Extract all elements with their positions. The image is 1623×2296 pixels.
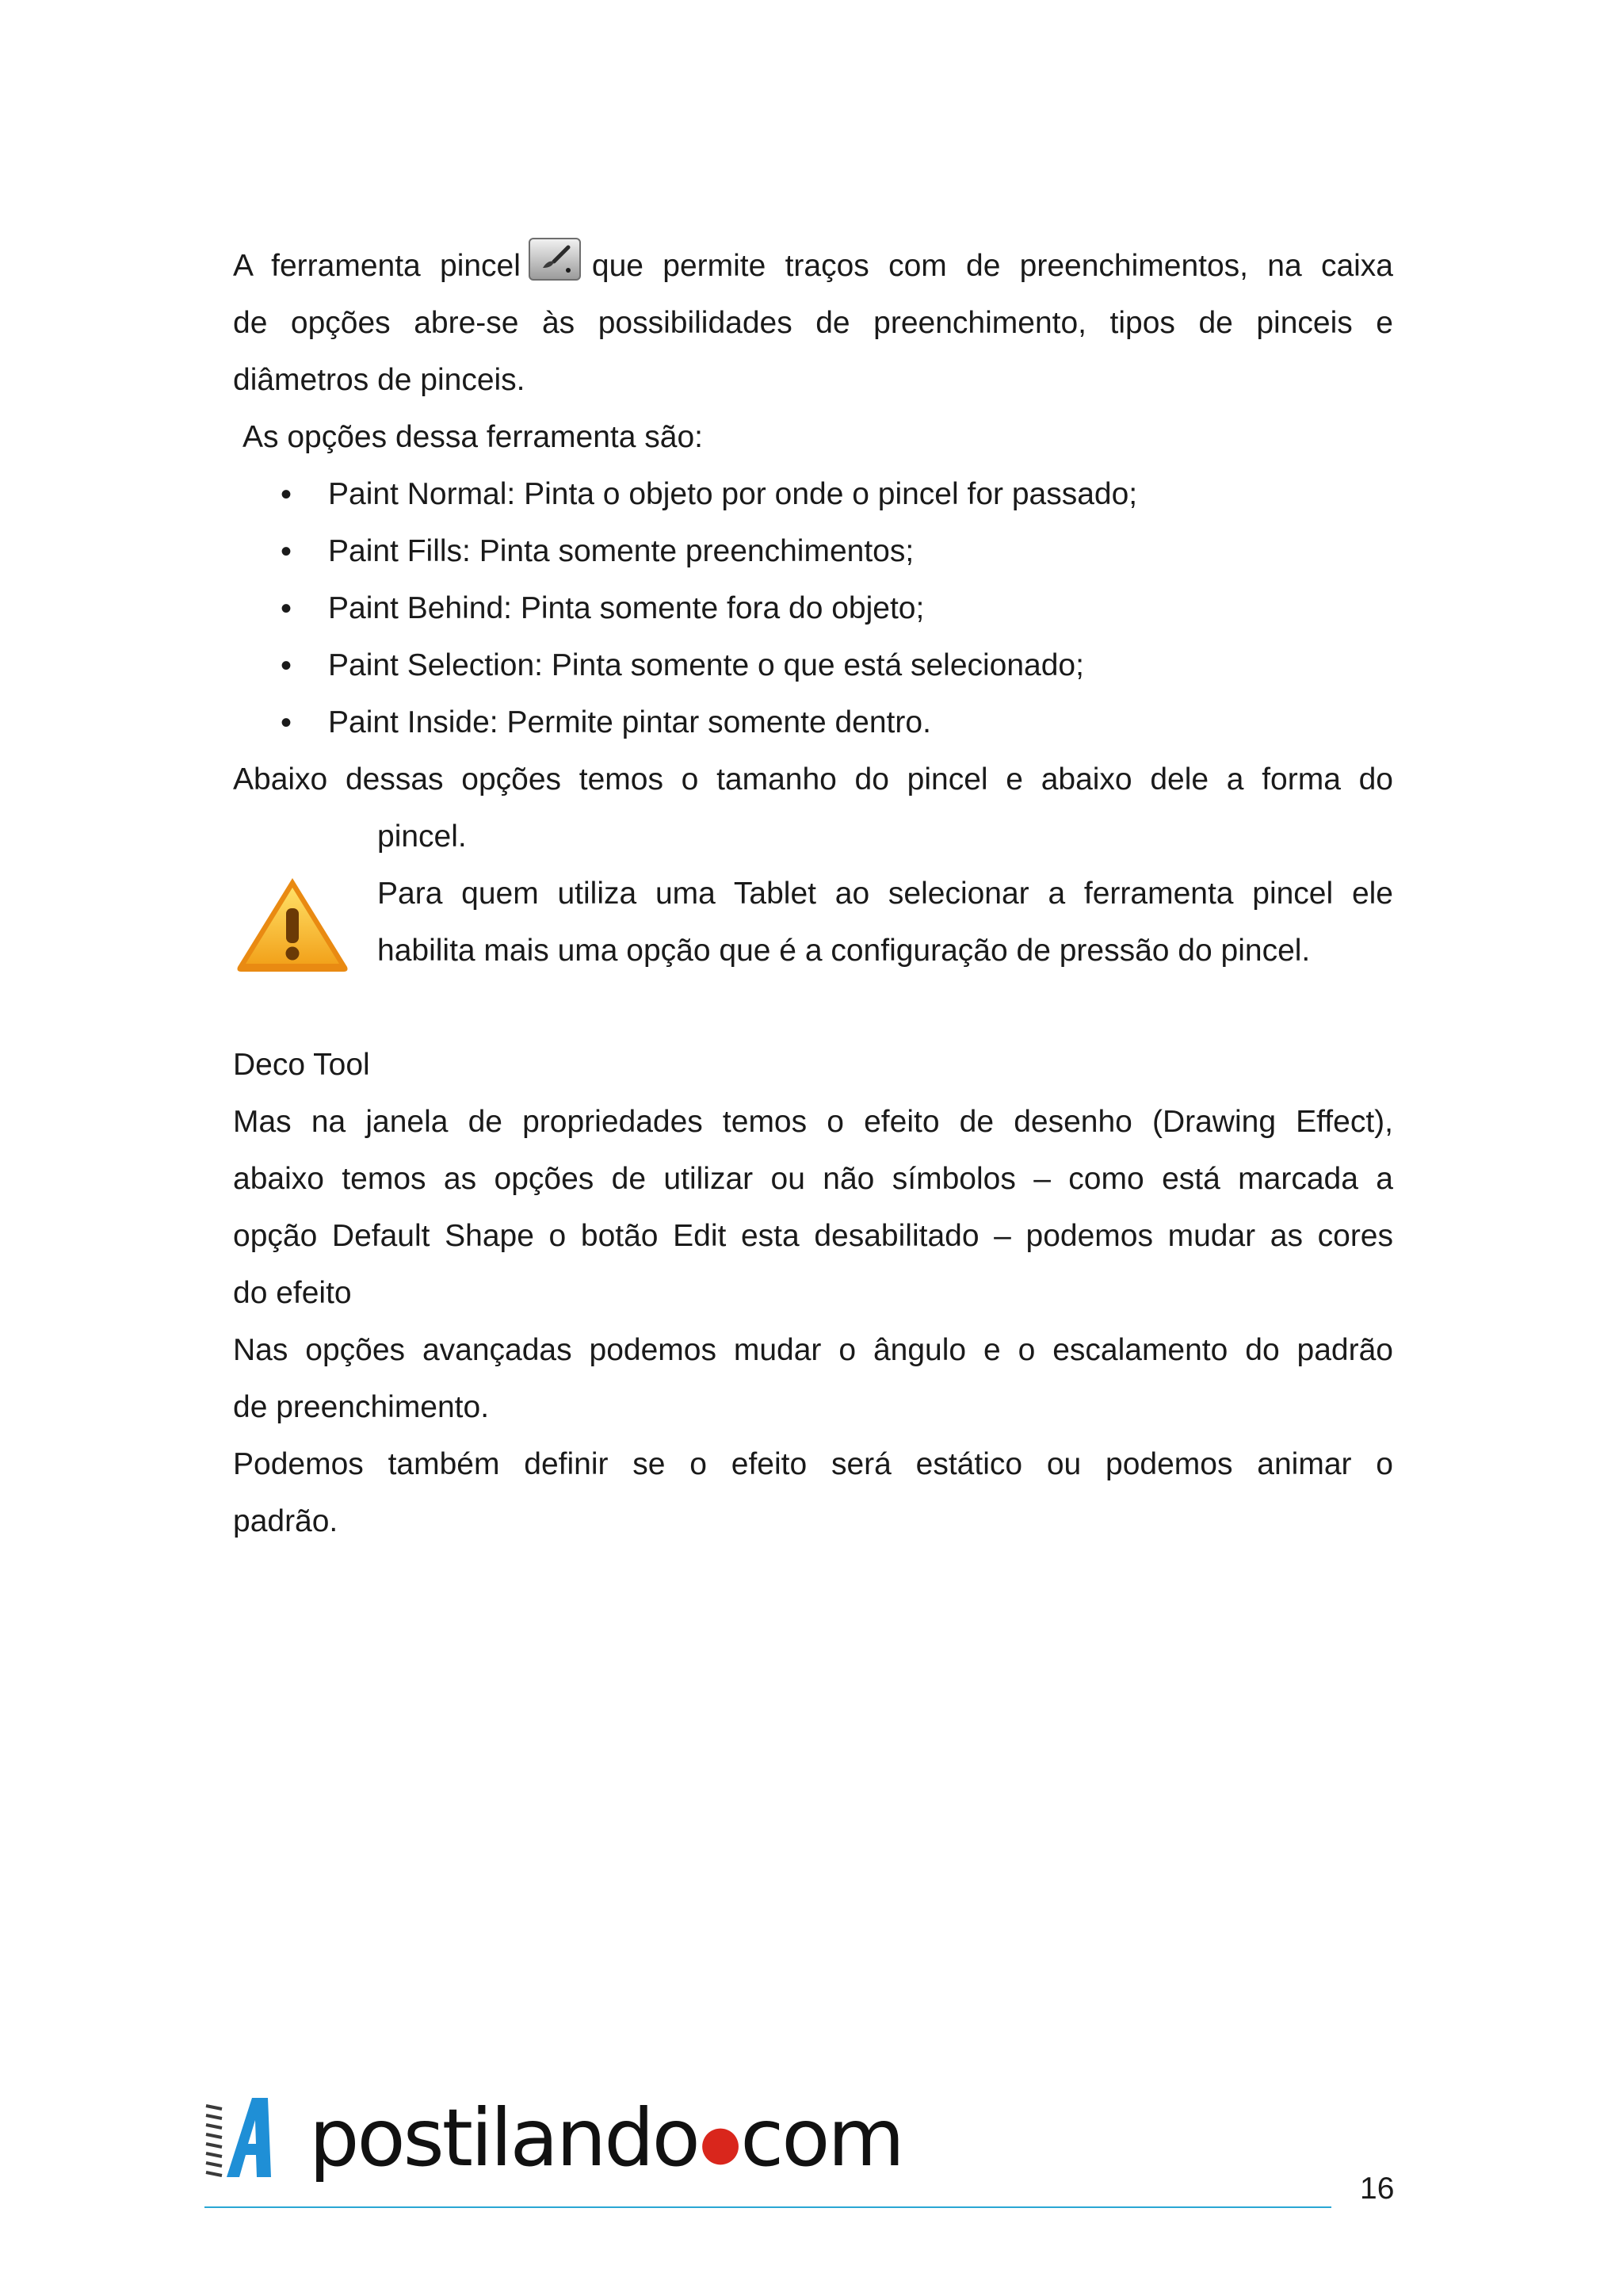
list-item: • Paint Normal: Pinta o objeto por onde o pincel for passado;: [328, 466, 1393, 523]
brand-wordmark: [309, 2083, 903, 2199]
intro-line-2: de opções abre-se às possibilidades de preenchimento, tipos de pinceis e: [233, 306, 1393, 340]
deco-p3-line-2: padrão.: [233, 1504, 338, 1538]
page-number: 16: [1360, 2172, 1395, 2206]
deco-p1-line-2: abaixo temos as opções de utilizar ou não símbolos – como está marcada a: [233, 1162, 1393, 1196]
options-list: [233, 466, 1393, 751]
deco-tool-heading: Deco Tool: [233, 1048, 370, 1082]
list-item: • Paint Selection: Pinta somente o que está selecionado;: [328, 637, 1393, 694]
options-heading: As opções dessa ferramenta são:: [242, 420, 703, 454]
deco-p1-line-3: opção Default Shape o botão Edit esta desabilitado – podemos mudar as cores: [233, 1219, 1393, 1253]
deco-p3-line-1: Podemos também definir se o efeito será estático ou podemos animar o: [233, 1447, 1393, 1481]
note-line-1: Para quem utiliza uma Tablet ao selecionar a ferramenta pincel ele: [377, 877, 1393, 911]
intro-pre-icon: A ferramenta pincel: [233, 249, 521, 283]
intro-line-1: [233, 238, 1393, 295]
brand-right: com: [740, 2092, 903, 2184]
deco-p2-line-2: de preenchimento.: [233, 1390, 490, 1424]
intro-post-icon: que permite traços com de preenchimentos, na caixa: [591, 249, 1393, 283]
below-line-2: pincel.: [377, 819, 467, 854]
note-line-2: habilita mais uma opção que é a configuração de pressão do pincel.: [377, 934, 1311, 968]
warning-icon: [233, 873, 352, 995]
list-item: • Paint Fills: Pinta somente preenchimentos;: [328, 523, 1393, 580]
deco-p1-line-1: Mas na janela de propriedades temos o efeito de desenho (Drawing Effect),: [233, 1105, 1393, 1139]
deco-p2-line-1: Nas opções avançadas podemos mudar o ângulo e o escalamento do padrão: [233, 1333, 1393, 1367]
brand-left: postilando: [309, 2092, 698, 2184]
postilando-logo-icon: [203, 2088, 298, 2207]
list-item: • Paint Inside: Permite pintar somente dentro.: [328, 694, 1393, 751]
below-line-1: Abaixo dessas opções temos o tamanho do pincel e abaixo dele a forma do: [233, 762, 1393, 797]
page-content: [233, 238, 1393, 1550]
list-item: • Paint Behind: Pinta somente fora do objeto;: [328, 580, 1393, 637]
brush-tool-icon: [529, 238, 581, 281]
tablet-note: [233, 808, 1393, 980]
footer-divider: [204, 2206, 1331, 2208]
brand-dot: ●: [699, 2115, 739, 2171]
deco-p1-line-4: do efeito: [233, 1276, 352, 1310]
intro-line-3: diâmetros de pinceis.: [233, 363, 525, 397]
